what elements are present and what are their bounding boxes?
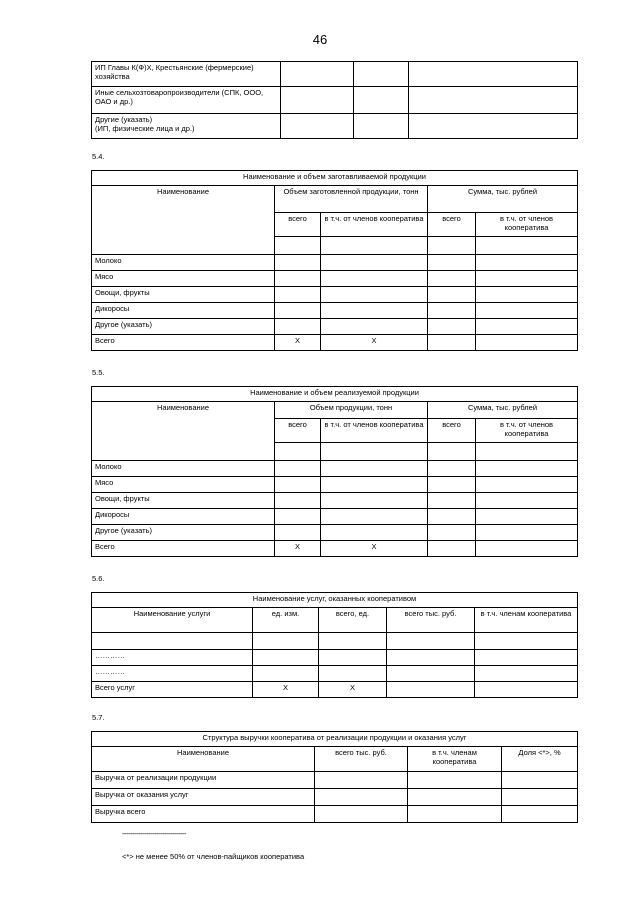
table-title: Наименование услуг, оказанных кооперативом (92, 593, 578, 608)
row-label: Мясо (92, 477, 275, 493)
empty-cell (253, 650, 319, 666)
col-sum-header: Сумма, тыс. рублей (428, 402, 578, 419)
col-sum-header: Сумма, тыс. рублей (428, 186, 578, 213)
empty-cell (476, 493, 578, 509)
section-number-5-7: 5.7. (92, 713, 105, 722)
x-mark: X (253, 682, 319, 698)
row-label: Выручка всего (92, 806, 315, 823)
producer-row-label: Иные сельхозтоваропроизводители (СПК, ООО, ОАО и др.) (92, 87, 281, 114)
empty-cell (275, 493, 321, 509)
empty-cell (253, 666, 319, 682)
sub-total-header: всего (428, 213, 476, 237)
empty-cell (428, 461, 476, 477)
empty-cell (409, 62, 578, 87)
sub-total-header: всего (275, 419, 321, 443)
empty-cell (476, 525, 578, 541)
procured-products-table (91, 170, 578, 351)
empty-cell (315, 772, 408, 789)
empty-cell (476, 335, 578, 351)
empty-cell (275, 287, 321, 303)
empty-cell (476, 237, 578, 255)
empty-cell (319, 633, 387, 650)
empty-cell (275, 255, 321, 271)
row-label (92, 633, 253, 650)
empty-cell (275, 525, 321, 541)
empty-cell (387, 650, 475, 666)
col-name-header: Наименование (92, 186, 275, 255)
footnote-separator: -------------------------------- (122, 829, 186, 838)
x-mark: X (319, 682, 387, 698)
row-label: ………… (92, 666, 253, 682)
col-name-header: Наименование (92, 402, 275, 461)
empty-cell (475, 666, 578, 682)
empty-cell (387, 682, 475, 698)
empty-cell (321, 319, 428, 335)
empty-cell (428, 255, 476, 271)
empty-cell (319, 666, 387, 682)
empty-cell (428, 477, 476, 493)
producer-row-label: Другие (указать) (ИП, физические лица и др.) (92, 114, 281, 139)
table-title: Структура выручки кооператива от реализации продукции и оказания услуг (92, 732, 578, 747)
empty-cell (275, 237, 321, 255)
empty-cell (315, 806, 408, 823)
header-cell: всего, ед. (319, 608, 387, 633)
row-label: Другое (указать) (92, 319, 275, 335)
header-cell: в т.ч. членам кооператива (408, 747, 502, 772)
empty-cell (476, 509, 578, 525)
empty-cell (321, 271, 428, 287)
empty-cell (428, 493, 476, 509)
empty-cell (354, 114, 409, 139)
empty-cell (476, 461, 578, 477)
row-label: Всего услуг (92, 682, 253, 698)
empty-cell (275, 461, 321, 477)
empty-cell (502, 789, 578, 806)
empty-cell (428, 271, 476, 287)
empty-cell (354, 87, 409, 114)
empty-cell (321, 509, 428, 525)
empty-cell (408, 772, 502, 789)
empty-cell (428, 237, 476, 255)
row-label: Дикоросы (92, 303, 275, 319)
x-mark: X (275, 541, 321, 557)
empty-cell (253, 633, 319, 650)
row-label: Выручка от оказания услуг (92, 789, 315, 806)
empty-cell (502, 806, 578, 823)
empty-cell (476, 255, 578, 271)
empty-cell (321, 303, 428, 319)
empty-cell (475, 650, 578, 666)
table-title: Наименование и объем заготавливаемой продукции (92, 171, 578, 186)
section-number-5-5: 5.5. (92, 368, 105, 377)
empty-cell (428, 443, 476, 461)
row-label: Овощи, фрукты (92, 287, 275, 303)
empty-cell (476, 287, 578, 303)
col-volume-header: Объем заготовленной продукции, тонн (275, 186, 428, 213)
empty-cell (476, 319, 578, 335)
producers-table (91, 61, 578, 139)
empty-cell (428, 287, 476, 303)
header-cell: в т.ч. членам кооператива (475, 608, 578, 633)
empty-cell (428, 335, 476, 351)
empty-cell (428, 541, 476, 557)
header-cell: Наименование (92, 747, 315, 772)
empty-cell (275, 271, 321, 287)
empty-cell (275, 477, 321, 493)
revenue-structure-table (91, 731, 578, 823)
header-cell: Наименование услуги (92, 608, 253, 633)
empty-cell (476, 541, 578, 557)
empty-cell (502, 772, 578, 789)
empty-cell (321, 525, 428, 541)
empty-cell (321, 255, 428, 271)
row-label: Дикоросы (92, 509, 275, 525)
producer-row-label: ИП Главы К(Ф)Х, Крестьянские (фермерские) хозяйства (92, 62, 281, 87)
sold-products-table (91, 386, 578, 557)
empty-cell (387, 666, 475, 682)
header-cell: всего тыс. руб. (387, 608, 475, 633)
x-mark: X (321, 541, 428, 557)
row-label: Выручка от реализации продукции (92, 772, 315, 789)
page-number: 46 (312, 32, 328, 47)
services-table (91, 592, 578, 698)
empty-cell (321, 287, 428, 303)
sub-total-header: всего (275, 213, 321, 237)
sub-members-header: в т.ч. от членов кооператива (476, 419, 578, 443)
section-number-5-6: 5.6. (92, 574, 105, 583)
empty-cell (319, 650, 387, 666)
empty-cell (428, 525, 476, 541)
empty-cell (428, 319, 476, 335)
empty-cell (281, 87, 354, 114)
footnote: <*> не менее 50% от членов-пайщиков кооператива (122, 852, 305, 861)
empty-cell (321, 443, 428, 461)
empty-cell (475, 682, 578, 698)
section-number-5-4: 5.4. (92, 152, 105, 161)
empty-cell (428, 303, 476, 319)
empty-cell (275, 303, 321, 319)
row-label: Мясо (92, 271, 275, 287)
col-volume-header: Объем продукции, тонн (275, 402, 428, 419)
row-label: Молоко (92, 255, 275, 271)
header-cell: Доля <*>, % (502, 747, 578, 772)
row-label: Молоко (92, 461, 275, 477)
empty-cell (275, 443, 321, 461)
empty-cell (409, 114, 578, 139)
sub-members-header: в т.ч. от членов кооператива (476, 213, 578, 237)
empty-cell (476, 477, 578, 493)
sub-total-header: всего (428, 419, 476, 443)
empty-cell (476, 443, 578, 461)
empty-cell (387, 633, 475, 650)
row-label: Всего (92, 541, 275, 557)
empty-cell (321, 477, 428, 493)
empty-cell (428, 509, 476, 525)
table-title: Наименование и объем реализуемой продукции (92, 387, 578, 402)
header-cell: ед. изм. (253, 608, 319, 633)
empty-cell (321, 461, 428, 477)
empty-cell (408, 806, 502, 823)
sub-members-header: в т.ч. от членов кооператива (321, 419, 428, 443)
empty-cell (475, 633, 578, 650)
x-mark: X (275, 335, 321, 351)
x-mark: X (321, 335, 428, 351)
empty-cell (408, 789, 502, 806)
row-label: Другое (указать) (92, 525, 275, 541)
empty-cell (321, 493, 428, 509)
sub-members-header: в т.ч. от членов кооператива (321, 213, 428, 237)
header-cell: всего тыс. руб. (315, 747, 408, 772)
empty-cell (281, 62, 354, 87)
empty-cell (409, 87, 578, 114)
empty-cell (321, 237, 428, 255)
empty-cell (281, 114, 354, 139)
empty-cell (354, 62, 409, 87)
empty-cell (275, 509, 321, 525)
row-label: Овощи, фрукты (92, 493, 275, 509)
empty-cell (315, 789, 408, 806)
empty-cell (275, 319, 321, 335)
row-label: ………… (92, 650, 253, 666)
row-label: Всего (92, 335, 275, 351)
empty-cell (476, 303, 578, 319)
empty-cell (476, 271, 578, 287)
